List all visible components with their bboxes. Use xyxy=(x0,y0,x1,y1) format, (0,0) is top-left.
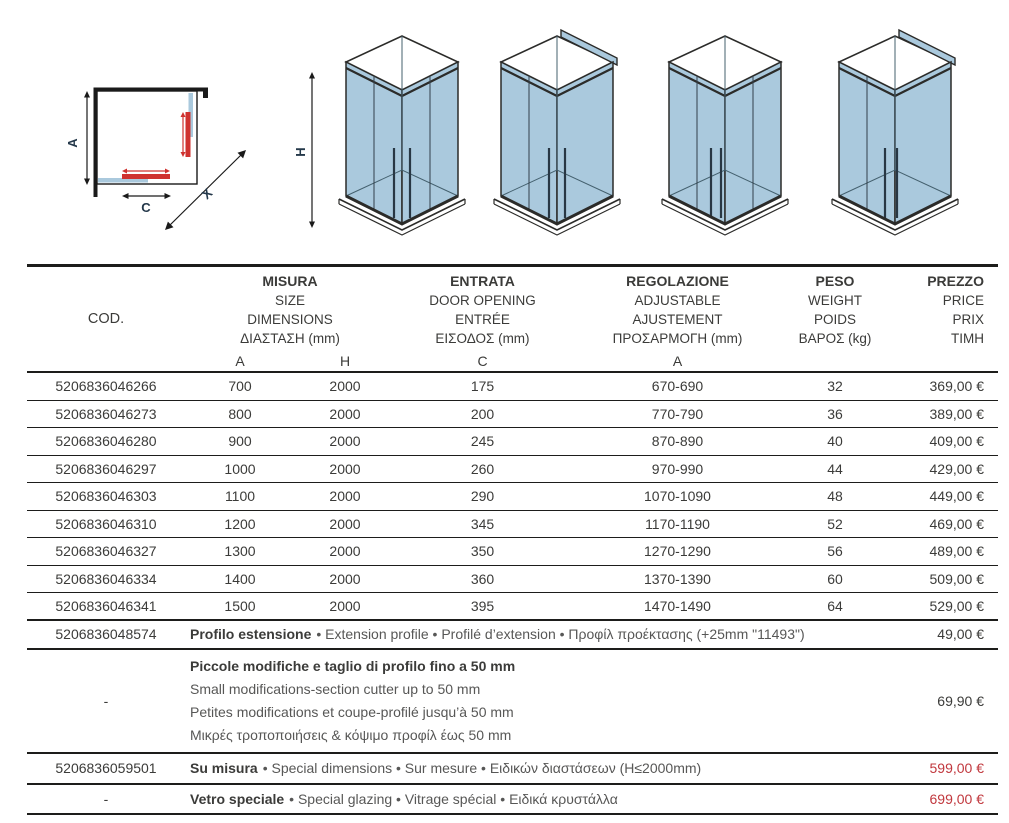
table-header xyxy=(27,267,998,373)
cell-cod: 5206836046273 xyxy=(55,405,157,422)
cell-a: 1100 xyxy=(224,488,256,505)
table-row-extension-profile xyxy=(27,621,998,650)
cell-prezzo: 529,00 € xyxy=(929,597,984,614)
cell-c: 200 xyxy=(470,405,495,422)
cell-cod: - xyxy=(103,692,109,709)
cell-a: 800 xyxy=(228,405,252,422)
table-body xyxy=(27,373,998,621)
table-row xyxy=(27,566,998,594)
cell-prezzo: 509,00 € xyxy=(929,570,984,587)
cell-peso: 36 xyxy=(827,405,843,422)
cell-prezzo: 449,00 € xyxy=(929,488,984,505)
description-line-it: Piccole modifiche e taglio di profilo fino a 50 mm xyxy=(190,657,516,674)
shower-iso-4 xyxy=(825,28,965,250)
header-misura-l2: SIZE xyxy=(274,293,305,308)
header-peso-l3: POIDS xyxy=(813,312,856,327)
header-peso xyxy=(785,267,885,351)
cell-peso: 40 xyxy=(827,433,843,450)
cell-peso: 48 xyxy=(827,488,843,505)
description-line-en: Small modifications-section cutter up to 50 mm xyxy=(190,680,481,697)
header-entrata-l3: ENTRÉE xyxy=(455,312,510,327)
cell-prezzo: 69,90 € xyxy=(937,692,984,709)
header-entrata-l1: ENTRATA xyxy=(450,273,515,289)
table-row xyxy=(27,456,998,484)
cell-cod: 5206836046334 xyxy=(55,570,157,587)
cell-cod: 5206836046310 xyxy=(55,515,157,532)
shower-iso-3 xyxy=(655,28,795,250)
cell-cod: 5206836046280 xyxy=(55,433,157,450)
cell-c: 395 xyxy=(470,597,495,614)
cell-h: 2000 xyxy=(329,460,361,477)
plan-label-a: A xyxy=(65,138,80,148)
spec-table xyxy=(27,264,998,815)
header-misura xyxy=(185,267,395,351)
subheader-a: A xyxy=(235,353,245,369)
cell-prezzo: 389,00 € xyxy=(929,405,984,422)
cell-c: 290 xyxy=(470,488,495,505)
cell-cod: 5206836059501 xyxy=(55,760,157,776)
cell-h: 2000 xyxy=(329,405,361,422)
description-title: Su misura xyxy=(190,760,258,776)
table-row xyxy=(27,373,998,401)
cell-prezzo: 409,00 € xyxy=(929,433,984,450)
cell-c: 260 xyxy=(470,460,495,477)
header-prezzo-l2: PRICE xyxy=(942,293,984,308)
cell-cod: 5206836046303 xyxy=(55,488,157,505)
cell-h: 2000 xyxy=(329,378,361,395)
cell-c: 345 xyxy=(470,515,495,532)
cell-description xyxy=(185,655,885,747)
header-cod: COD. xyxy=(87,311,125,327)
cell-a: 1500 xyxy=(224,597,256,614)
cell-description xyxy=(185,626,885,642)
cell-h: 2000 xyxy=(329,543,361,560)
cell-a: 1000 xyxy=(224,460,256,477)
technical-drawings xyxy=(0,0,1009,260)
subheader-c: C xyxy=(477,353,488,369)
description-title: Profilo estensione xyxy=(190,626,312,642)
cell-adj: 970-990 xyxy=(651,460,704,477)
cell-adj: 770-790 xyxy=(651,405,704,422)
plan-label-x: X xyxy=(198,185,216,203)
cell-adj: 1070-1090 xyxy=(644,488,711,505)
cell-a: 700 xyxy=(228,378,252,395)
cell-a: 1200 xyxy=(224,515,256,532)
cell-peso: 32 xyxy=(827,378,843,395)
cell-description xyxy=(185,791,885,807)
description-line-gr: Μικρές τροποποιήσεις & κόψιμο προφίλ έως 50 mm xyxy=(190,726,512,743)
header-misura-l4: ΔΙΑΣΤΑΣΗ (mm) xyxy=(240,331,340,346)
plan-diagram xyxy=(60,60,260,240)
cell-h: 2000 xyxy=(329,515,361,532)
header-regolazione-l2: ADJUSTABLE xyxy=(634,293,721,308)
subheader-h: H xyxy=(339,353,351,369)
cell-adj: 870-890 xyxy=(651,433,704,450)
cell-prezzo: 469,00 € xyxy=(929,515,984,532)
header-misura-l3: DIMENSIONS xyxy=(247,312,333,327)
description-translations: • Extension profile • Profilé d’extension • Προφίλ προέκτασης (+25mm "11493") xyxy=(316,626,805,642)
plan-label-c: C xyxy=(141,200,151,215)
header-regolazione-l3: AJUSTEMENT xyxy=(632,312,723,327)
shower-iso-1 xyxy=(293,28,472,250)
cell-prezzo: 699,00 € xyxy=(929,790,984,807)
cell-cod: - xyxy=(103,790,109,807)
cell-h: 2000 xyxy=(329,570,361,587)
cell-a: 900 xyxy=(228,433,252,450)
cell-a: 1400 xyxy=(224,570,256,587)
header-prezzo-l1: PREZZO xyxy=(927,273,984,289)
description-translations: • Special glazing • Vitrage spécial • Ειδικά κρυστάλλα xyxy=(289,790,618,807)
table-row xyxy=(27,401,998,429)
description-title: Vetro speciale xyxy=(190,790,285,807)
cell-description xyxy=(185,760,885,776)
cell-peso: 60 xyxy=(827,570,843,587)
cell-h: 2000 xyxy=(329,597,361,614)
header-regolazione-l4: ΠΡΟΣΑΡΜΟΓΗ (mm) xyxy=(612,331,743,346)
table-row xyxy=(27,483,998,511)
table-row xyxy=(27,593,998,621)
cell-adj: 1170-1190 xyxy=(645,515,710,532)
h-dimension-arrow xyxy=(293,72,315,228)
header-peso-l4: ΒΑΡΟΣ (kg) xyxy=(798,331,872,346)
iso-label-h: H xyxy=(293,147,308,157)
header-peso-l2: WEIGHT xyxy=(808,293,862,308)
cell-adj: 1370-1390 xyxy=(644,570,711,587)
table-row xyxy=(27,428,998,456)
table-row-special-glazing xyxy=(27,785,998,815)
table-row-special-dimensions xyxy=(27,754,998,785)
cell-c: 175 xyxy=(470,378,495,395)
cell-prezzo: 369,00 € xyxy=(929,378,984,395)
cell-h: 2000 xyxy=(329,488,361,505)
cell-prezzo: 429,00 € xyxy=(929,460,984,477)
header-entrata-l4: ΕΙΣΟΔΟΣ (mm) xyxy=(435,331,530,346)
cell-a: 1300 xyxy=(224,543,256,560)
cell-prezzo: 489,00 € xyxy=(929,543,984,560)
cell-peso: 64 xyxy=(827,597,843,614)
cell-c: 350 xyxy=(470,543,495,560)
header-misura-l1: MISURA xyxy=(262,273,318,289)
cell-cod: 5206836046341 xyxy=(55,597,157,614)
header-prezzo-l3: PRIX xyxy=(952,312,984,327)
cell-c: 360 xyxy=(470,570,495,587)
cell-adj: 670-690 xyxy=(651,378,704,395)
cell-prezzo: 599,00 € xyxy=(929,760,984,776)
cell-adj: 1270-1290 xyxy=(644,543,711,560)
header-prezzo-l4: ΤΙΜΗ xyxy=(951,331,984,346)
shower-iso-2 xyxy=(487,28,627,250)
cell-peso: 56 xyxy=(827,543,843,560)
table-row xyxy=(27,538,998,566)
description-translations: • Special dimensions • Sur mesure • Ειδικών διαστάσεων (H≤2000mm) xyxy=(262,760,702,776)
header-prezzo xyxy=(885,267,998,351)
description-line-fr: Petites modifications et coupe-profilé jusqu’à 50 mm xyxy=(190,703,514,720)
cell-c: 245 xyxy=(470,433,495,450)
cell-peso: 52 xyxy=(827,515,843,532)
table-row-modifications xyxy=(27,650,998,754)
cell-cod: 5206836046297 xyxy=(55,460,157,477)
cell-cod: 5206836046266 xyxy=(55,378,157,395)
table-row xyxy=(27,511,998,539)
cell-peso: 44 xyxy=(827,460,843,477)
header-peso-l1: PESO xyxy=(815,273,855,289)
subheader-a2: A xyxy=(672,353,683,369)
header-regolazione-l1: REGOLAZIONE xyxy=(626,273,729,289)
cell-adj: 1470-1490 xyxy=(644,597,711,614)
header-entrata-l2: DOOR OPENING xyxy=(429,293,536,308)
cell-cod: 5206836046327 xyxy=(55,543,157,560)
header-entrata xyxy=(395,267,570,351)
cell-h: 2000 xyxy=(329,433,361,450)
cell-prezzo: 49,00 € xyxy=(937,626,984,642)
cell-cod: 5206836048574 xyxy=(55,626,157,642)
header-regolazione xyxy=(570,267,785,351)
